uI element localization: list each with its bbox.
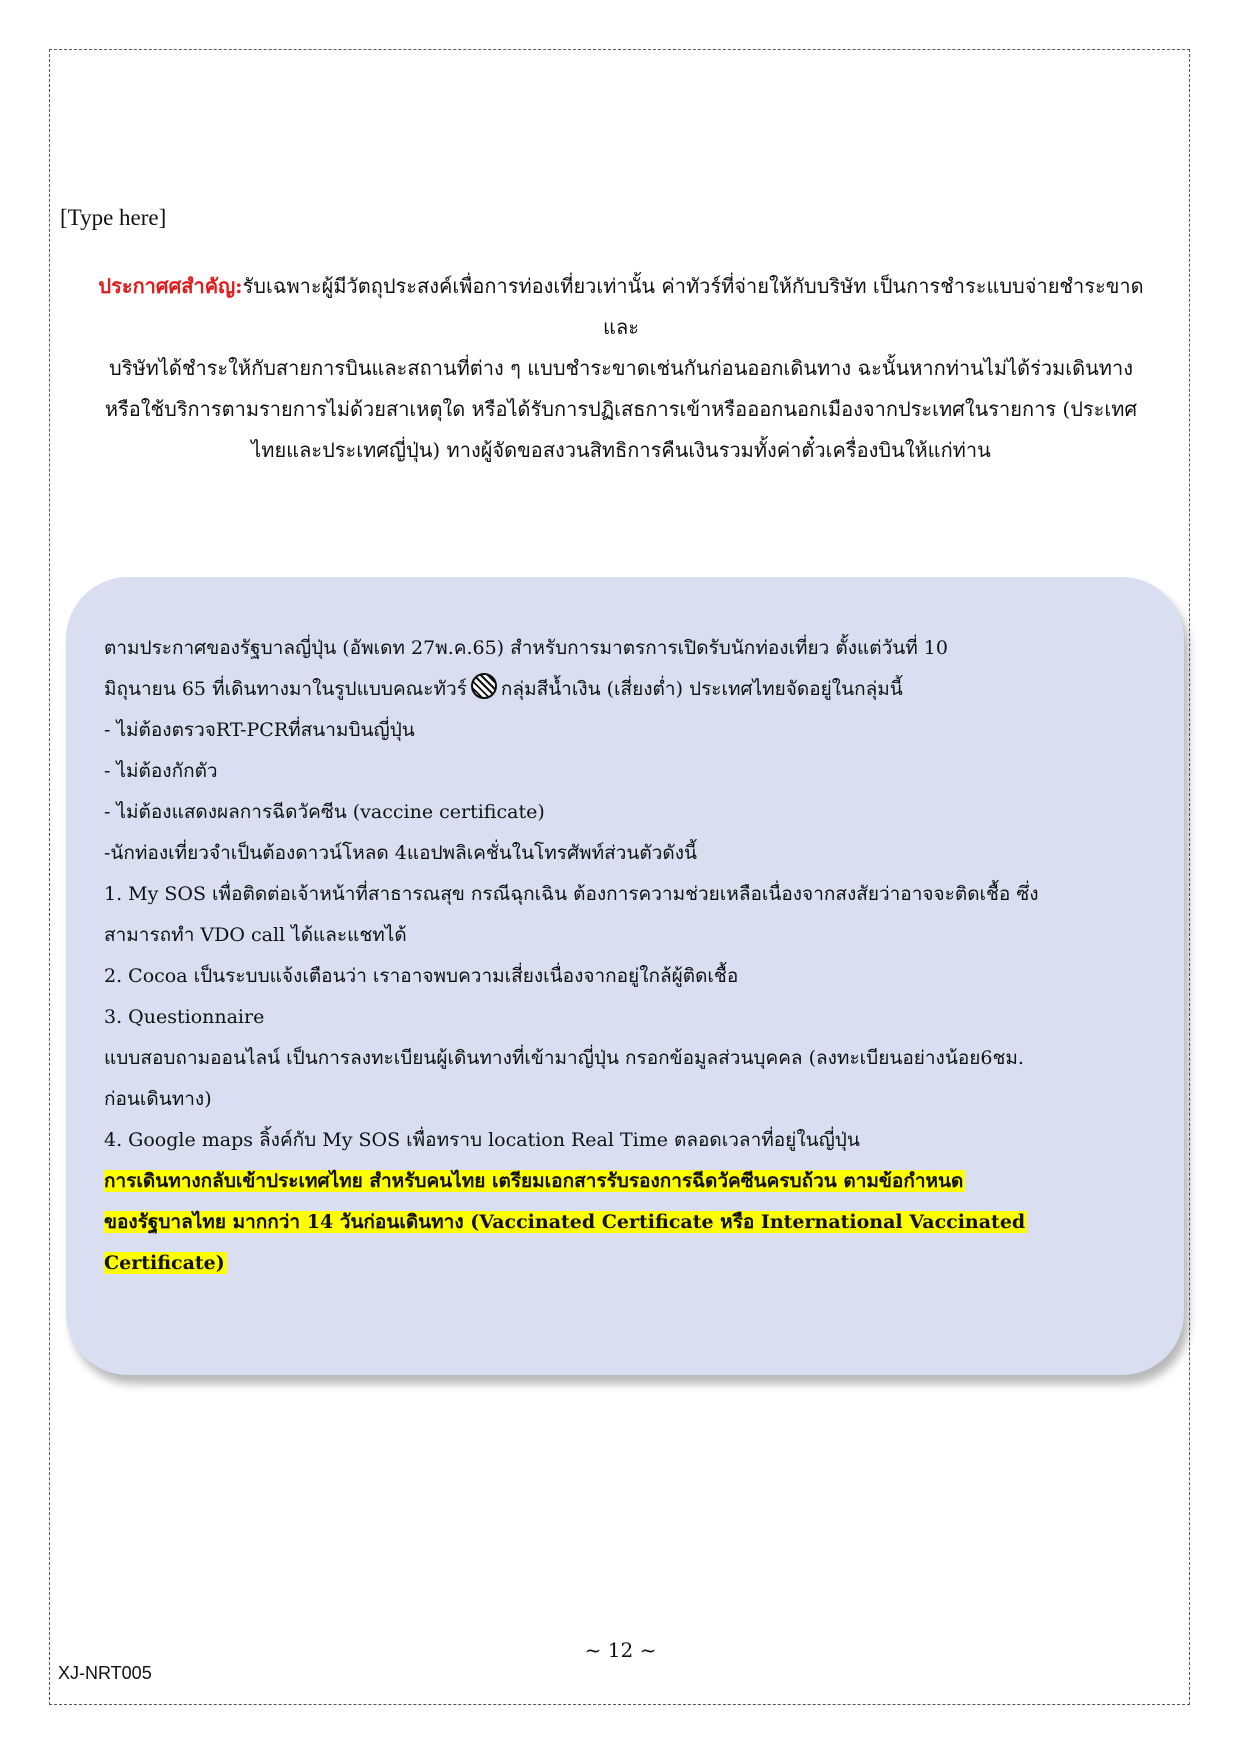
notice-line-1: รับเฉพาะผู้มีวัตถุประสงค์เพื่อการท่องเที่ยวเท่านั้น ค่าทัวร์ที่จ่ายให้กับบริษัท เป็นการชำระแบบจ่ายชำระขาด (242, 274, 1144, 298)
highlight-line-1: การเดินทางกลับเข้าประเทศไทย สำหรับคนไทย เตรียมเอกสารรับรองการฉีดวัคซีนครบถ้วน ตามข้อกำหนด (104, 1170, 964, 1192)
notice-line-4: หรือใช้บริการตามรายการไม่ด้วยสาเหตุใด หรือได้รับการปฏิเสธการเข้าหรือออกนอกเมืองจากประเทศในรายการ (ประเทศ (104, 397, 1138, 421)
info-line-3: - ไม่ต้องตรวจRT-PCRที่สนามบินญี่ปุ่น (104, 719, 415, 741)
notice-paragraph (58, 266, 1184, 471)
document-code: XJ-NRT005 (58, 1663, 152, 1683)
notice-line-2: และ (603, 315, 639, 339)
info-line-11: แบบสอบถามออนไลน์ เป็นการลงทะเบียนผู้เดินทางที่เข้ามาญี่ปุ่น กรอกข้อมูลส่วนบุคคล (ลงทะเบียนอย่างน้อย6ชม. (104, 1047, 1024, 1069)
notice-line-3: บริษัทได้ชำระให้กับสายการบินและสถานที่ต่าง ๆ แบบชำระขาดเช่นกันก่อนออกเดินทาง ฉะนั้นหากท่านไม่ได้ร่วมเดินทาง (109, 356, 1133, 380)
info-text (104, 628, 1139, 1284)
highlight-line-2: ของรัฐบาลไทย มากกว่า 14 วันก่อนเดินทาง (Vaccinated Certificate หรือ International Vaccinated (104, 1211, 1026, 1233)
info-line-4: - ไม่ต้องกักตัว (104, 760, 218, 782)
info-line-8: สามารถทำ VDO call ได้และแชทได้ (104, 924, 407, 946)
page-number: ~ 12 ~ (584, 1638, 657, 1662)
info-line-12: ก่อนเดินทาง) (104, 1088, 212, 1110)
notice-label: ประกาศศสำคัญ: (98, 274, 243, 298)
info-line-7: 1. My SOS เพื่อติดต่อเจ้าหน้าที่สาธารณสุข กรณีฉุกเฉิน ต้องการความช่วยเหลือเนื่องจากสงสัยว่าอาจจะติดเชื้อ ซึ่ง (104, 883, 1039, 905)
info-line-13: 4. Google maps ลิ้งค์กับ My SOS เพื่อทราบ location Real Time ตลอดเวลาที่อยู่ในญี่ปุ่น (104, 1129, 860, 1151)
info-line-1: ตามประกาศของรัฐบาลญี่ปุ่น (อัพเดท 27พ.ค.65) สำหรับการมาตรการเปิดรับนักท่องเที่ยว ตั้งแต่วันที่ 10 (104, 637, 948, 659)
info-line-5: - ไม่ต้องแสดงผลการฉีดวัคซีน (vaccine certificate) (104, 801, 545, 823)
notice-line-5: ไทยและประเทศญี่ปุ่น) ทางผู้จัดขอสงวนสิทธิการคืนเงินรวมทั้งค่าตั๋วเครื่องบินให้แก่ท่าน (251, 438, 991, 462)
info-line-2a: มิถุนายน 65 ที่เดินทางมาในรูปแบบคณะทัวร์ (104, 678, 467, 700)
hatched-circle-icon (471, 673, 497, 699)
header-placeholder: [Type here] (60, 205, 167, 230)
info-line-10: 3. Questionnaire (104, 1006, 265, 1028)
info-line-6: -นักท่องเที่ยวจำเป็นต้องดาวน์โหลด 4แอปพลิเคชั่นในโทรศัพท์ส่วนตัวดังนี้ (104, 842, 697, 864)
highlight-line-3: Certificate) (104, 1252, 225, 1274)
info-line-9: 2. Cocoa เป็นระบบแจ้งเตือนว่า เราอาจพบความเสี่ยงเนื่องจากอยู่ใกล้ผู้ติดเชื้อ (104, 965, 739, 987)
info-line-2b: กลุ่มสีน้ำเงิน (เสี่ยงต่ำ) ประเทศไทยจัดอยู่ในกลุ่มนี้ (500, 678, 903, 700)
